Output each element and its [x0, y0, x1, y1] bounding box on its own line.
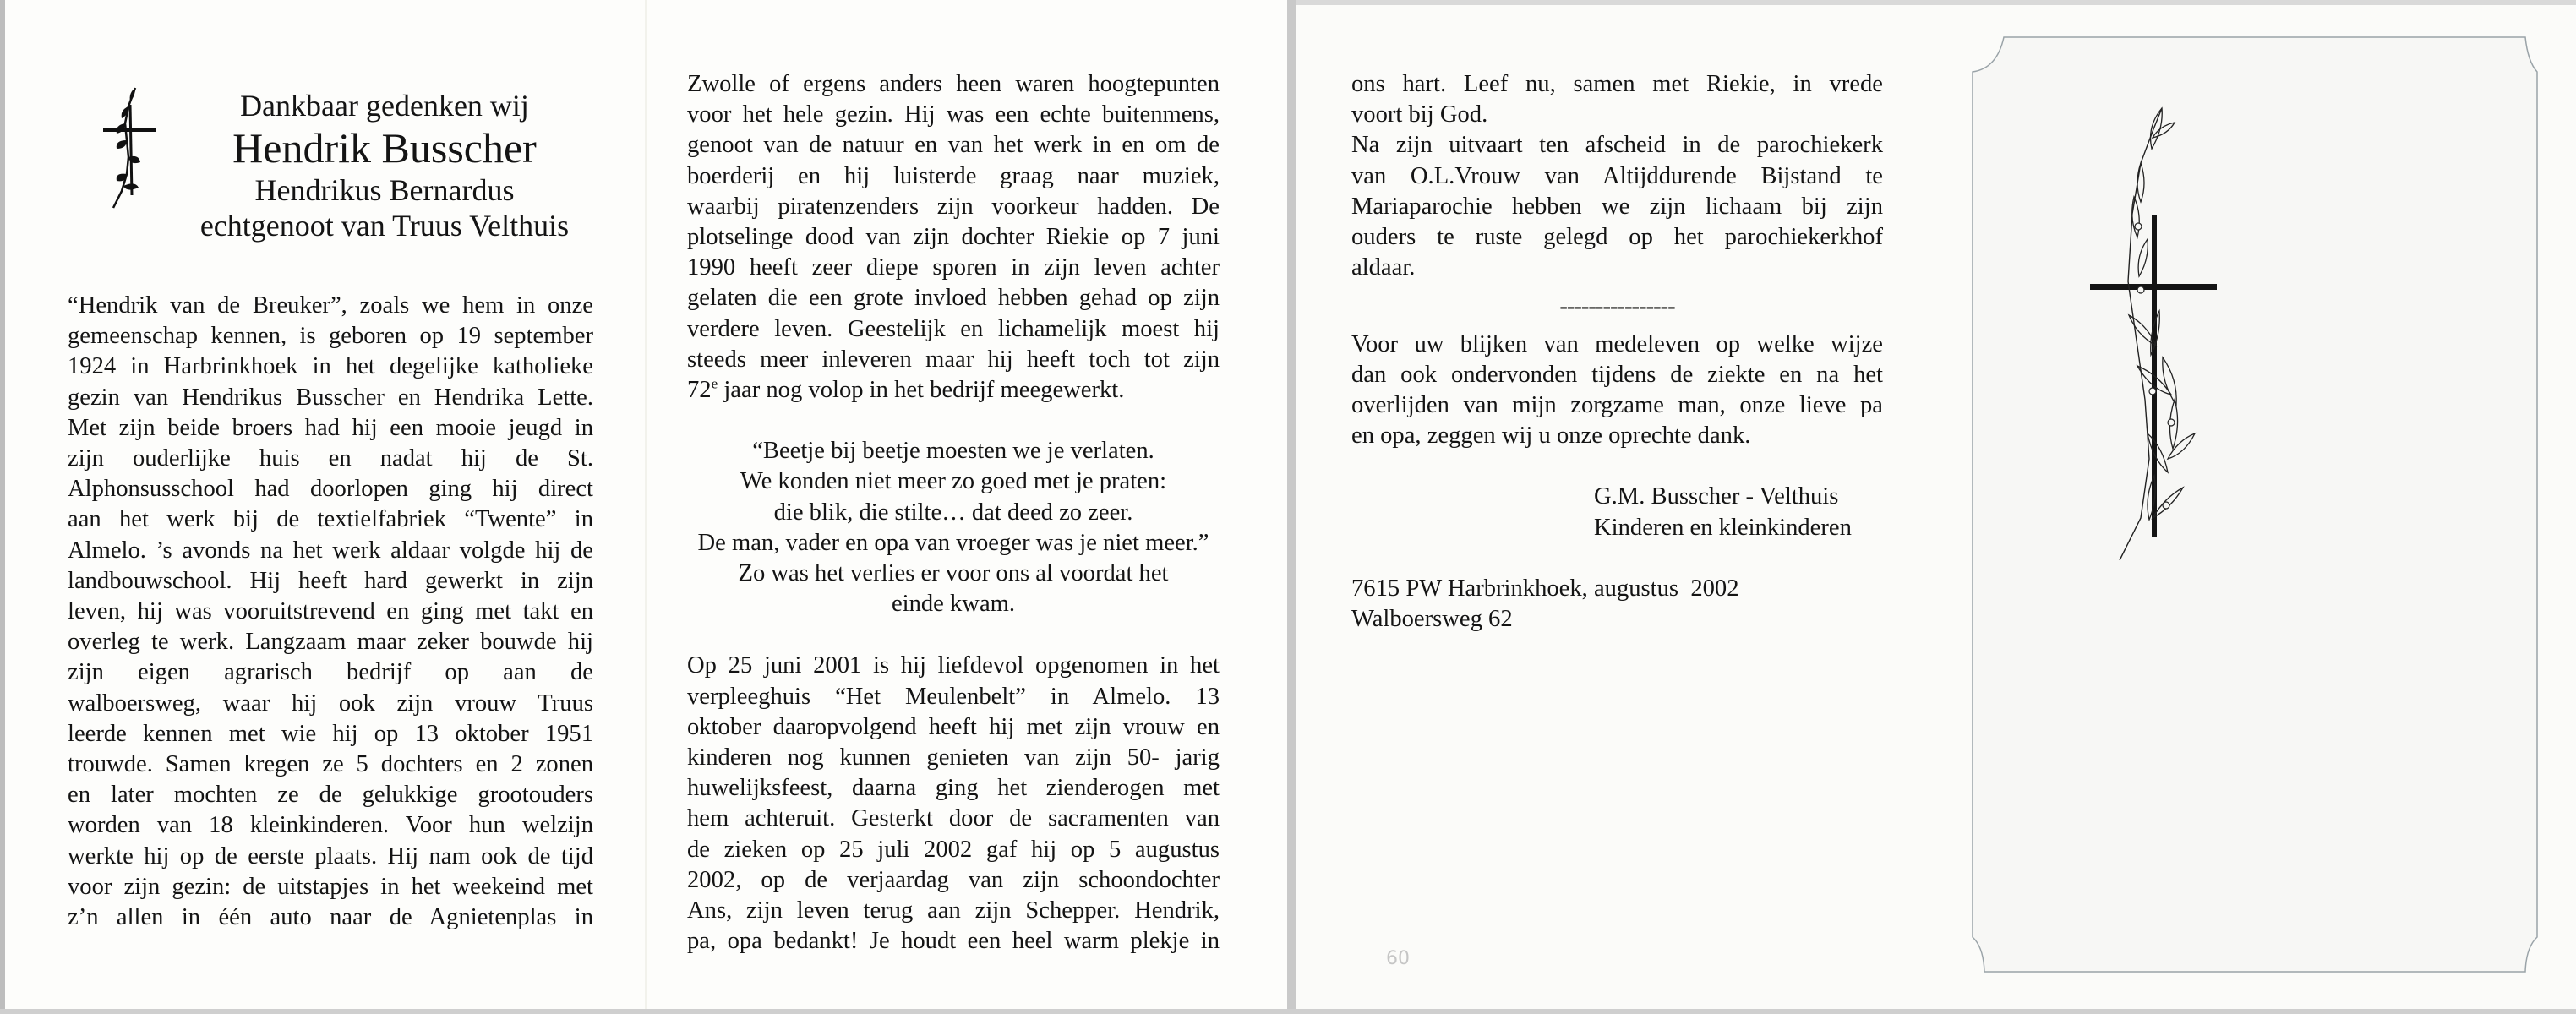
farewell-line: voort bij God. [1351, 101, 1488, 128]
closing-column [1351, 69, 1883, 635]
scan-bottom-edge [0, 1009, 2576, 1014]
funeral-line: van O.L.Vrouw van Altijddurende Bijstand te [1351, 162, 1883, 189]
biography-line: 1990 heeft zeer diepe sporen in zijn leven achter [687, 254, 1220, 281]
funeral-line: ouders te ruste gelegd op het parochiekerkhof [1351, 224, 1883, 251]
signature-line: G.M. Busscher - Velthuis [1594, 483, 1839, 510]
biography-column-2 [687, 69, 1220, 957]
biography-line: Zwolle of ergens anders heen waren hoogtepunten [687, 71, 1220, 97]
poem-line: “Beetje bij beetje moesten we je verlaten. [752, 438, 1154, 465]
biography-line: Ans, zijn leven terug aan zijn Schepper. Hendrik, [687, 897, 1220, 924]
biography-line: oktober daaropvolgend heeft hij met zijn vrouw en [687, 713, 1220, 740]
biography-line: gemeenschap kennen, is geboren op 19 september [68, 323, 593, 350]
biography-line: voor zijn gezin: de uitstapjes in het weekeind met [68, 873, 593, 900]
funeral-line: Mariaparochie hebben we zijn lichaam bij zijn [1351, 193, 1883, 220]
biography-line: aan het werk bij de textielfabriek “Twente” in [68, 506, 593, 533]
card-header [169, 88, 600, 243]
funeral-line: aldaar. [1351, 254, 1416, 281]
biography-paragraph [68, 291, 593, 933]
biography-line: genoot van de natuur en van het werk in en om de [687, 132, 1220, 159]
biography-line: landbouwschool. Hij heeft hard gewerkt in zijn [68, 567, 593, 594]
biography-line: steeds meer inleveren maar hij heeft toch tot zijn [687, 346, 1220, 373]
poem-line: We konden niet meer zo goed met je praten: [740, 468, 1167, 495]
farewell-line: ons hart. Leef nu, samen met Riekie, in vrede [1351, 71, 1883, 97]
biography-line: trouwde. Samen kregen ze 5 dochters en 2 zonen [68, 751, 593, 778]
biography-line: zijn ouderlijke huis en nadat hij de St. [68, 445, 593, 472]
biography-line: leerde kennen met wie hij op 13 oktober 1951 [68, 720, 593, 747]
biography-line: pa, opa bedankt! Je houdt een heel warm plekje in [687, 928, 1220, 955]
biography-line: verpleeghuis “Het Meulenbelt” in Almelo. 13 [687, 683, 1220, 710]
biography-line: kinderen nog kunnen genieten van zijn 50- jarig [687, 744, 1220, 771]
biography-line: hem achteruit. Gesterkt door de sacramenten van [687, 805, 1220, 832]
card-fold-line [645, 0, 647, 1009]
biography-line: Almelo. ’s avonds na het werk aldaar volgde hij de [68, 537, 593, 564]
biography-line: Met zijn beide broers had hij een mooie jeugd in [68, 414, 593, 441]
header-intro: Dankbaar gedenken wij [240, 89, 529, 123]
biography-paragraph-continued [687, 69, 1220, 375]
biography-line: leven, hij was vooruitstrevend en ging met takt en [68, 598, 593, 625]
address-line: 7615 PW Harbrinkhoek, augustus 2002 [1351, 575, 1739, 602]
biography-line: Alphonsusschool had doorlopen ging hij direct [68, 476, 593, 503]
funeral-paragraph [1351, 130, 1883, 283]
biography-line: 2002, op de verjaardag van zijn schoondochter [687, 866, 1220, 893]
address-line: Walboersweg 62 [1351, 606, 1513, 633]
biography-line: walboersweg, waar hij ook zijn vrouw Truus [68, 690, 593, 717]
biography-line: verdere leven. Geestelijk en lichamelijk moest hij [687, 315, 1220, 342]
ordinal-superscript: e [711, 375, 718, 392]
biography-line: overleg te werk. Langzaam maar zeker bouwde hij [68, 629, 593, 656]
biography-line: werkte hij op de eerste plaats. Hij nam ook de tijd [68, 842, 593, 870]
memorial-poem [687, 436, 1220, 619]
final-days-paragraph [687, 651, 1220, 957]
poem-line: Zo was het verlies er voor ons al voordat het [738, 560, 1169, 587]
poem-line: einde kwam. [891, 591, 1016, 618]
biography-line: waarbij piratenzenders zijn voorkeur hadden. De [687, 193, 1220, 220]
biography-column-1 [68, 291, 593, 933]
biography-line: zijn eigen agrarisch bedrijf op aan de [68, 659, 593, 686]
funeral-line: Na zijn uitvaart ten afscheid in de parochiekerk [1351, 132, 1883, 159]
biography-line: de zieken op 25 juli 2002 gaf hij op 5 augustus [687, 836, 1220, 863]
biography-line: huwelijksfeest, daarna ging het zienderogen met [687, 775, 1220, 802]
deceased-full-name: Hendrikus Bernardus [254, 173, 515, 207]
farewell-paragraph [1351, 69, 1883, 130]
deceased-name: Hendrik Busscher [232, 124, 537, 172]
biography-line: z’n allen in één auto naar de Agnietenplas in [68, 904, 593, 931]
thanks-line: en opa, zeggen wij u onze oprechte dank. [1351, 422, 1751, 450]
biography-line: boerderij en hij luisterde graag naar muziek, [687, 162, 1220, 189]
signature-line: Kinderen en kleinkinderen [1594, 514, 1852, 541]
biography-line: gelaten die een grote invloed hebben gehad op zijn [687, 285, 1220, 312]
biography-line: voor het hele gezin. Hij was een echte buitenmens, [687, 101, 1220, 128]
biography-line: en later mochten ze de gelukkige grootouders [68, 782, 593, 809]
spouse-line: echtgenoot van Truus Velthuis [199, 209, 570, 243]
thanks-line: dan ook ondervonden tijdens de ziekte en na het [1351, 361, 1883, 388]
biography-line: “Hendrik van de Breuker”, zoals we hem in onze [68, 292, 593, 319]
poem-line: De man, vader en opa van vroeger was je niet meer.” [697, 529, 1209, 556]
biography-line: 72e jaar nog volop in het bedrijf meegewerkt. [687, 375, 1125, 404]
page-number: 60 [1386, 948, 1410, 969]
biography-line: worden van 18 kleinkinderen. Voor hun welzijn [68, 812, 593, 839]
thanks-line: overlijden van mijn zorgzame man, onze lieve pa [1351, 392, 1883, 419]
address-block [1351, 574, 1883, 635]
small-cross-branch-icon [95, 81, 162, 216]
thanks-paragraph [1351, 330, 1883, 452]
biography-line: gezin van Hendrikus Busscher en Hendrika Lette. [68, 384, 593, 411]
poem-line: die blik, die stilte… dat deed zo zeer. [773, 499, 1133, 526]
separator-dashes: ---------------- [1559, 293, 1675, 320]
thanks-line: Voor uw blijken van medeleven op welke wijze [1351, 330, 1883, 357]
sheet-gap [1287, 0, 1296, 1014]
biography-line: Op 25 juni 2001 is hij liefdevol opgenomen in het [687, 652, 1220, 679]
front-panel-frame [1972, 36, 2538, 973]
signature-block [1351, 482, 1883, 542]
biography-line: plotselinge dood van zijn dochter Riekie op 7 juni [687, 224, 1220, 251]
biography-line: 1924 in Harbrinkhoek in het degelijke katholieke [68, 353, 593, 380]
